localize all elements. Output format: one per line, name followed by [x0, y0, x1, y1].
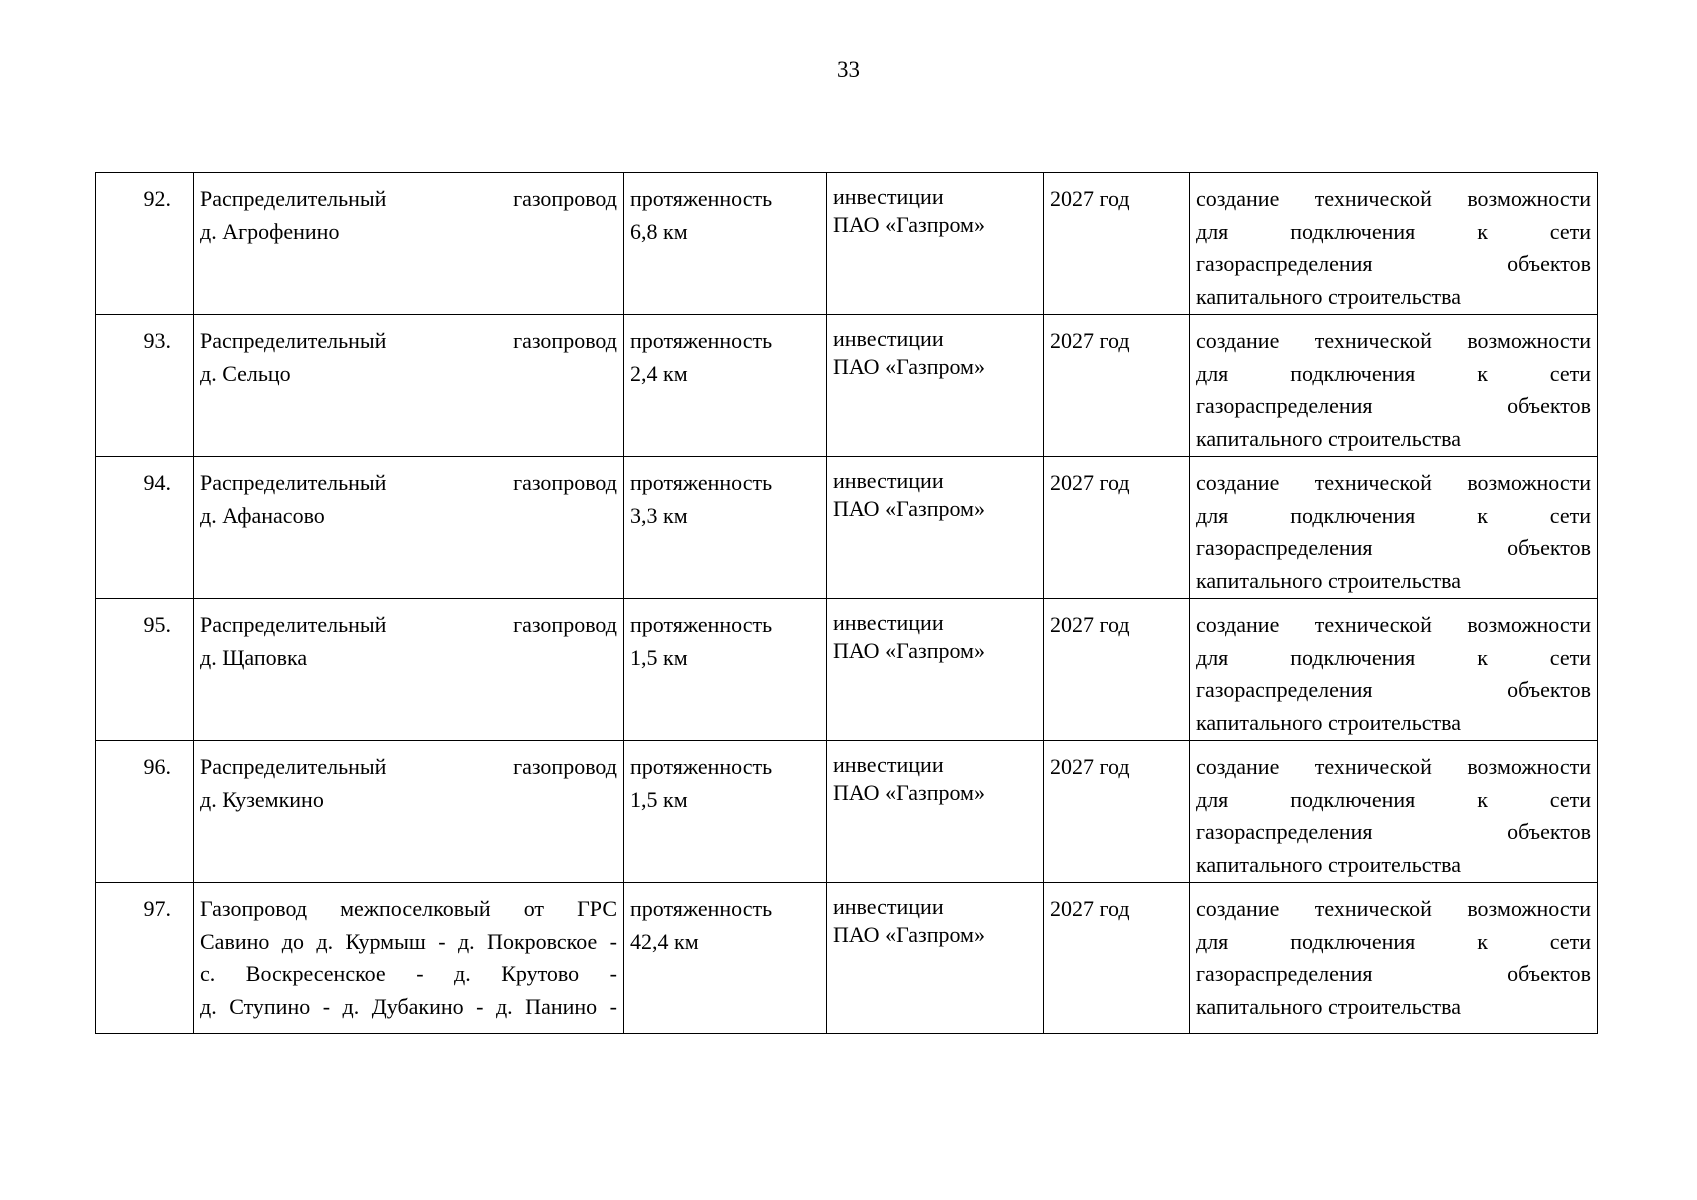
- table-row: [96, 173, 1598, 315]
- object-name-line: Распределительный газопровод: [200, 186, 617, 211]
- purpose-line: газораспределения объектов: [1196, 961, 1591, 986]
- completion-year: 2027 год: [1044, 457, 1190, 599]
- purpose: [1190, 883, 1598, 1034]
- object-name: [194, 457, 624, 599]
- object-name: [194, 741, 624, 883]
- funding-line: ПАО «Газпром»: [833, 780, 985, 805]
- purpose-line: создание технической возможности: [1196, 186, 1591, 211]
- completion-year: 2027 год: [1044, 315, 1190, 457]
- row-number: 97.: [96, 883, 194, 1034]
- object-name-line: д. Агрофенино: [200, 218, 340, 244]
- purpose-line: для подключения к сети: [1196, 786, 1591, 812]
- purpose-line: капитального строительства: [1196, 851, 1462, 877]
- object-length: [624, 599, 827, 741]
- length-value: 3,3 км: [630, 502, 688, 528]
- length-label: протяженность: [630, 612, 773, 637]
- length-value: 2,4 км: [630, 360, 688, 386]
- funding-line: инвестиции: [833, 468, 944, 493]
- row-number: 95.: [96, 599, 194, 741]
- object-name: [194, 173, 624, 315]
- purpose-line: газораспределения объектов: [1196, 535, 1591, 560]
- funding-line: инвестиции: [833, 752, 944, 777]
- purpose-line: газораспределения объектов: [1196, 251, 1591, 276]
- length-value: 42,4 км: [630, 928, 699, 954]
- object-name: [194, 315, 624, 457]
- object-length: [624, 883, 827, 1034]
- object-name-line: д. Афанасово: [200, 502, 325, 528]
- funding-source: [827, 741, 1044, 883]
- length-value: 1,5 км: [630, 786, 688, 812]
- purpose: [1190, 173, 1598, 315]
- object-length: [624, 741, 827, 883]
- object-name-line: д. Ступино - д. Дубакино - д. Панино -: [200, 993, 617, 1019]
- table-row: [96, 883, 1598, 1034]
- funding-line: ПАО «Газпром»: [833, 354, 985, 379]
- length-label: протяженность: [630, 754, 773, 779]
- completion-year: 2027 год: [1044, 883, 1190, 1034]
- object-length: [624, 457, 827, 599]
- funding-line: ПАО «Газпром»: [833, 922, 985, 947]
- investment-table: [95, 172, 1598, 1034]
- funding-line: ПАО «Газпром»: [833, 496, 985, 521]
- row-number: 92.: [96, 173, 194, 315]
- length-label: протяженность: [630, 328, 773, 353]
- table-row: [96, 741, 1598, 883]
- object-name-line: с. Воскресенское - д. Крутово -: [200, 961, 617, 986]
- purpose-line: капитального строительства: [1196, 567, 1462, 593]
- object-name-line: д. Куземкино: [200, 786, 324, 812]
- purpose-line: создание технической возможности: [1196, 896, 1591, 921]
- purpose-line: для подключения к сети: [1196, 360, 1591, 386]
- object-name: [194, 599, 624, 741]
- length-label: протяженность: [630, 186, 773, 211]
- completion-year: 2027 год: [1044, 599, 1190, 741]
- purpose-line: создание технической возможности: [1196, 612, 1591, 637]
- completion-year: 2027 год: [1044, 173, 1190, 315]
- purpose-line: для подключения к сети: [1196, 502, 1591, 528]
- object-name: [194, 883, 624, 1034]
- completion-year: 2027 год: [1044, 741, 1190, 883]
- table-row: [96, 599, 1598, 741]
- purpose-line: газораспределения объектов: [1196, 677, 1591, 702]
- object-length: [624, 315, 827, 457]
- object-name-line: Распределительный газопровод: [200, 328, 617, 353]
- object-name-line: Распределительный газопровод: [200, 470, 617, 495]
- table-row: [96, 315, 1598, 457]
- purpose-line: капитального строительства: [1196, 993, 1462, 1019]
- purpose-line: газораспределения объектов: [1196, 393, 1591, 418]
- funding-line: инвестиции: [833, 894, 944, 919]
- length-label: протяженность: [630, 896, 773, 921]
- object-name-line: Газопровод межпоселковый от ГРС: [200, 896, 617, 921]
- funding-source: [827, 457, 1044, 599]
- length-value: 6,8 км: [630, 218, 688, 244]
- length-label: протяженность: [630, 470, 773, 495]
- purpose-line: создание технической возможности: [1196, 328, 1591, 353]
- object-name-line: д. Щаповка: [200, 644, 308, 670]
- page-number: 33: [837, 57, 860, 82]
- funding-line: инвестиции: [833, 610, 944, 635]
- purpose: [1190, 741, 1598, 883]
- purpose-line: газораспределения объектов: [1196, 819, 1591, 844]
- funding-line: инвестиции: [833, 326, 944, 351]
- object-name-line: Распределительный газопровод: [200, 612, 617, 637]
- purpose: [1190, 599, 1598, 741]
- object-name-line: Распределительный газопровод: [200, 754, 617, 779]
- purpose-line: для подключения к сети: [1196, 928, 1591, 954]
- purpose: [1190, 315, 1598, 457]
- purpose-line: капитального строительства: [1196, 283, 1462, 309]
- purpose-line: создание технической возможности: [1196, 754, 1591, 779]
- row-number: 94.: [96, 457, 194, 599]
- funding-line: ПАО «Газпром»: [833, 638, 985, 663]
- object-name-line: Савино до д. Курмыш - д. Покровское -: [200, 928, 617, 954]
- purpose-line: капитального строительства: [1196, 425, 1462, 451]
- funding-source: [827, 173, 1044, 315]
- funding-line: ПАО «Газпром»: [833, 212, 985, 237]
- table-body: [96, 173, 1598, 1034]
- funding-source: [827, 315, 1044, 457]
- purpose: [1190, 457, 1598, 599]
- funding-source: [827, 599, 1044, 741]
- purpose-line: для подключения к сети: [1196, 218, 1591, 244]
- funding-line: инвестиции: [833, 184, 944, 209]
- object-name-line: д. Сельцо: [200, 360, 291, 386]
- purpose-line: создание технической возможности: [1196, 470, 1591, 495]
- row-number: 93.: [96, 315, 194, 457]
- length-value: 1,5 км: [630, 644, 688, 670]
- table-row: [96, 457, 1598, 599]
- purpose-line: капитального строительства: [1196, 709, 1462, 735]
- object-length: [624, 173, 827, 315]
- funding-source: [827, 883, 1044, 1034]
- purpose-line: для подключения к сети: [1196, 644, 1591, 670]
- row-number: 96.: [96, 741, 194, 883]
